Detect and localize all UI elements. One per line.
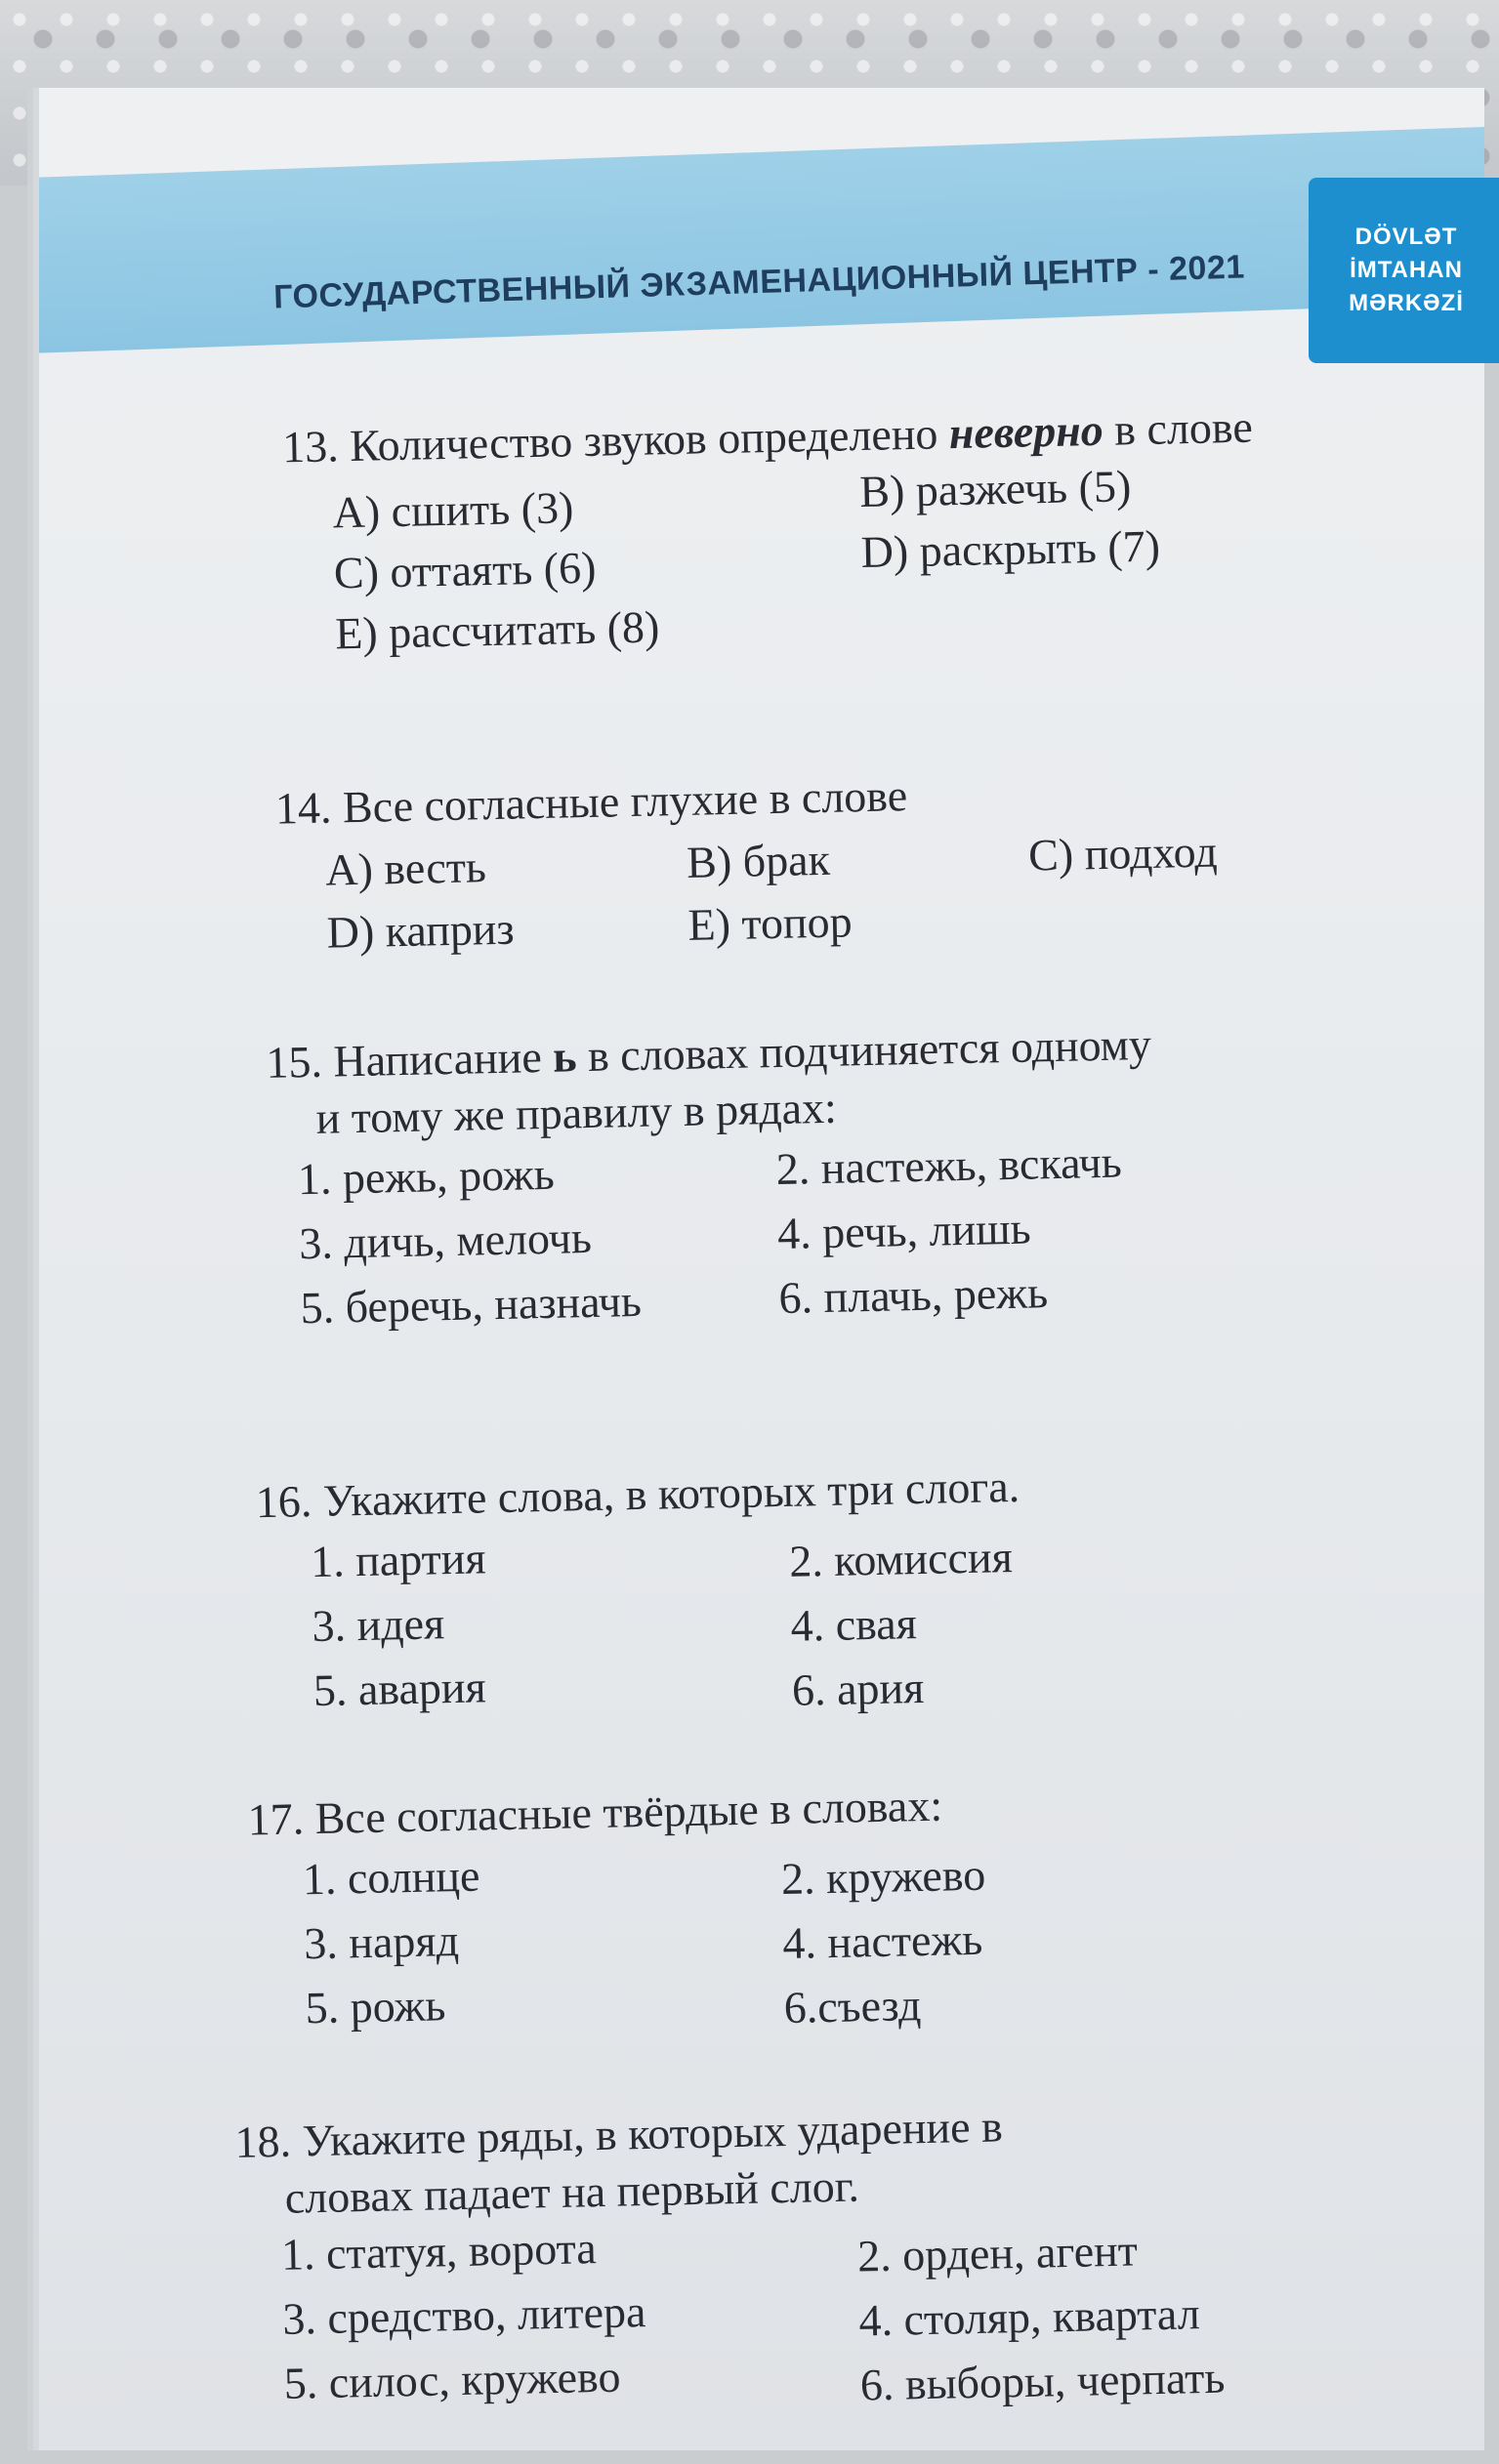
question-emphasis: неверно bbox=[948, 404, 1104, 459]
question-number: 15. bbox=[265, 1036, 323, 1088]
questions-area bbox=[31, 72, 1499, 2464]
option-1: 1. статуя, ворота bbox=[280, 2223, 598, 2279]
option-5: 5. силос, кружево bbox=[283, 2351, 621, 2408]
option-d: D) раскрыть (7) bbox=[860, 520, 1161, 578]
question-14 bbox=[274, 767, 1219, 965]
question-18 bbox=[234, 2098, 1226, 2432]
question-text: Все согласные твёрдые в словах: bbox=[314, 1780, 943, 1844]
option-5: 5. рожь bbox=[305, 1980, 446, 2033]
option-2: 2. орден, агент bbox=[856, 2225, 1139, 2281]
option-3: 3. наряд bbox=[303, 1914, 460, 1969]
option-3: 3. идея bbox=[311, 1598, 445, 1652]
question-15 bbox=[266, 1016, 1157, 1343]
question-16 bbox=[255, 1458, 1024, 1726]
option-6: 6.съезд bbox=[783, 1980, 922, 2033]
option-4: 4. столяр, квартал bbox=[858, 2288, 1201, 2346]
option-6: 6. ария bbox=[791, 1662, 925, 1715]
option-6: 6. выборы, черпать bbox=[859, 2352, 1226, 2410]
option-3: 3. дичь, мелочь bbox=[298, 1211, 593, 1269]
option-5: 5. беречь, назначь bbox=[300, 1275, 643, 1334]
question-stem-line-2: и тому же правилу в рядах: bbox=[315, 1082, 838, 1143]
question-number: 13. bbox=[281, 421, 340, 472]
question-text: Укажите слова, в которых три слога. bbox=[322, 1460, 1020, 1526]
option-3: 3. средство, литера bbox=[281, 2286, 646, 2344]
logo-line-2: İMTAHAN bbox=[1350, 257, 1463, 283]
option-4: 4. настежь bbox=[781, 1913, 983, 1969]
option-2: 2. кружево bbox=[780, 1849, 986, 1905]
question-text: Количество звуков определено bbox=[349, 408, 938, 471]
question-number: 14. bbox=[274, 782, 333, 834]
logo-line-1: DÖVLƏT bbox=[1354, 224, 1458, 250]
question-text: Укажите ряды, в которых ударение в bbox=[302, 2101, 1004, 2166]
question-stem-line-2: словах падает на первый слог. bbox=[284, 2160, 860, 2223]
question-text: Все согласные глухие в слове bbox=[342, 770, 908, 833]
option-2: 2. комиссия bbox=[788, 1532, 1014, 1586]
option-4: 4. речь, лишь bbox=[776, 1203, 1032, 1258]
option-a: A) весть bbox=[324, 842, 487, 895]
option-b: B) разжечь (5) bbox=[858, 461, 1132, 517]
question-number: 18. bbox=[234, 2115, 292, 2167]
question-text-end: в словах подчиняется одному bbox=[587, 1018, 1152, 1082]
option-e: E) рассчитать (8) bbox=[334, 601, 660, 659]
option-1: 1. партия bbox=[310, 1533, 486, 1587]
option-2: 2. настежь, вскачь bbox=[775, 1136, 1123, 1195]
option-6: 6. плачь, режь bbox=[778, 1267, 1049, 1323]
option-d: D) каприз bbox=[326, 903, 516, 958]
question-number: 16. bbox=[255, 1476, 312, 1528]
option-c: C) подход bbox=[1027, 826, 1219, 881]
option-1: 1. режь, рожь bbox=[297, 1148, 556, 1205]
option-5: 5. авария bbox=[312, 1662, 487, 1716]
option-b: B) брак bbox=[686, 834, 831, 887]
question-text-end: в слове bbox=[1113, 401, 1254, 455]
question-13 bbox=[282, 399, 1258, 662]
option-a: A) сшить (3) bbox=[332, 482, 574, 538]
exam-page bbox=[39, 88, 1484, 2450]
header-title: ГОСУДАРСТВЕННЫЙ ЭКЗАМЕНАЦИОННЫЙ ЦЕНТР - 2021 bbox=[272, 248, 1246, 316]
logo-line-3: MƏRKƏZİ bbox=[1349, 290, 1464, 316]
question-17 bbox=[247, 1778, 986, 2044]
question-number: 17. bbox=[247, 1793, 305, 1845]
option-1: 1. солнце bbox=[302, 1850, 480, 1905]
question-text: Написание bbox=[332, 1032, 543, 1087]
option-e: E) топор bbox=[687, 896, 854, 950]
soft-sign: ь bbox=[552, 1031, 578, 1082]
option-c: C) оттаять (6) bbox=[333, 542, 597, 598]
option-4: 4. свая bbox=[790, 1598, 918, 1651]
